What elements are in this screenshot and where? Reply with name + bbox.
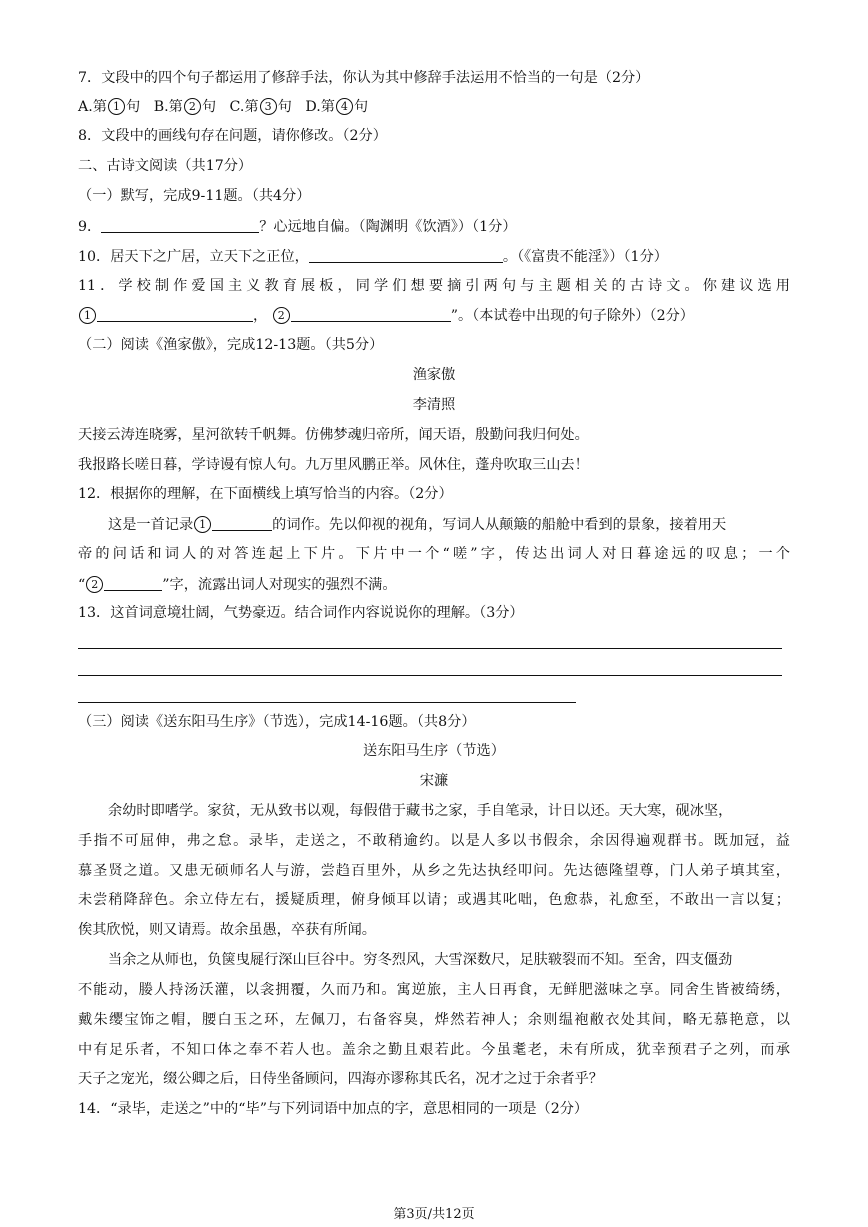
essay-line: 不能动，媵人持汤沃灌，以衾拥覆，久而乃和。寓逆旅，主人日再食，无鲜肥滋味之享。同舍生皆被绮绣， xyxy=(78,982,790,998)
q7-option-c[interactable]: C.第 3 句 xyxy=(229,99,292,115)
poem-line-1: 天接云涛连晓雾，星河欲转千帆舞。仿佛梦魂归帝所，闻天语，殷勤问我归何处。 xyxy=(78,427,589,443)
part3-title: （三）阅读《送东阳马生序》（节选），完成14-16题。（共8分） xyxy=(78,714,476,730)
essay-line: 天子之宠光，缀公卿之后，日侍坐备顾问，四海亦谬称其氏名，况才之过于余者乎？ xyxy=(78,1071,603,1087)
essay-line: 手指不可屈伸，弗之怠。录毕，走送之，不敢稍逾约。以是人多以书假余，余因得遍观群书。既加冠，益 xyxy=(78,833,790,849)
q12-stem: 12．根据你的理解，在下面横线上填写恰当的内容。（2分） xyxy=(78,486,453,502)
page-number: 第3页/共12页 xyxy=(393,1207,475,1222)
essay-line: 未尝稍降辞色。余立侍左右，援疑质理，俯身倾耳以请；或遇其叱咄，色愈恭，礼愈至，不敢出一言以复； xyxy=(78,892,790,908)
essay-title: 送东阳马生序（节选） xyxy=(363,743,505,759)
q12-answer-blank-1[interactable] xyxy=(212,514,272,531)
q7-stem: 7．文段中的四个句子都运用了修辞手法，你认为其中修辞手法运用不恰当的一句是（2分） xyxy=(78,70,650,86)
q10-line: 10．居天下之广居，立天下之正位， 。（《富贵不能淫》）（1分） xyxy=(78,246,668,267)
q11-answer-blank-1[interactable] xyxy=(97,305,253,322)
circled-number: 1 xyxy=(79,307,96,324)
essay-author: 宋濂 xyxy=(419,773,449,789)
circled-number: 3 xyxy=(260,98,277,115)
part2-title: （二）阅读《渔家傲》，完成12-13题。（共5分） xyxy=(78,337,384,353)
circled-number: 1 xyxy=(194,516,211,533)
q11-answer-line: 1 ， 2 ”。（本试卷中出现的句子除外）（2分） xyxy=(78,305,694,326)
q7-option-d[interactable]: D.第 4 句 xyxy=(305,99,369,115)
circled-number: 2 xyxy=(273,307,290,324)
q7-option-a[interactable]: A.第 1 句 xyxy=(78,99,141,115)
q13-stem: 13．这首词意境壮阔，气势豪迈。结合词作内容说说你的理解。（3分） xyxy=(78,605,524,621)
circled-number: 2 xyxy=(184,98,201,115)
q11-stem: 11．学校制作爱国主义教育展板，同学们想要摘引两句与主题相关的古诗文。你建议选用 xyxy=(78,278,790,294)
q13-answer-line-2[interactable] xyxy=(78,675,782,676)
poem-line-2: 我报路长嗟日暮，学诗谩有惊人句。九万里风鹏正举。风休住，蓬舟吹取三山去！ xyxy=(78,457,589,473)
q13-answer-line-1[interactable] xyxy=(78,648,782,649)
essay-line: 中有足乐者，不知口体之奉不若人也。盖余之勤且艰若此。今虽耄老，未有所成，犹幸预君子之列，而承 xyxy=(78,1042,790,1058)
q7-options xyxy=(78,97,368,117)
q8-stem: 8．文段中的画线句存在问题，请你修改。（2分） xyxy=(78,128,387,144)
q12-answer-blank-2[interactable] xyxy=(104,574,162,591)
q11-answer-blank-2[interactable] xyxy=(291,305,451,322)
essay-line: 俟其欣悦，则又请焉。故余虽愚，卒获有所闻。 xyxy=(78,922,376,938)
essay-line: 当余之从师也，负箧曳屣行深山巨谷中。穷冬烈风，大雪深数尺，足肤皲裂而不知。至舍，四支僵劲 xyxy=(108,952,733,968)
circled-number: 4 xyxy=(336,98,353,115)
circled-number: 2 xyxy=(86,576,103,593)
essay-line: 戴朱缨宝饰之帽，腰白玉之环，左佩刀，右备容臭，烨然若神人；余则缊袍敝衣处其间，略无慕艳意，以 xyxy=(78,1012,790,1028)
part1-title: （一）默写，完成9-11题。（共4分） xyxy=(78,188,311,204)
circled-number: 1 xyxy=(108,98,125,115)
section2-title: 二、古诗文阅读（共17分） xyxy=(78,158,253,174)
essay-line: 余幼时即嗜学。家贫，无从致书以观，每假借于藏书之家，手自笔录，计日以还。天大寒，砚冰坚， xyxy=(108,803,733,819)
q14-stem: 14．“录毕，走送之”中的“毕”与下列词语中加点的字，意思相同的一项是（2分） xyxy=(78,1101,589,1117)
q12-para-line-1: 这是一首记录 1 的词作。先以仰视的视角，写词人从颠簸的船舱中看到的景象，接着用天 xyxy=(108,514,726,535)
q13-answer-line-3[interactable] xyxy=(78,702,576,703)
q12-para-line-3: “ 2 ”字，流露出词人对现实的强烈不满。 xyxy=(78,574,397,595)
q9-line: 9． ？心远地自偏。（陶渊明《饮酒》）（1分） xyxy=(78,216,517,237)
essay-line: 慕圣贤之道。又患无硕师名人与游，尝趋百里外，从乡之先达执经叩问。先达德隆望尊，门人弟子填其室， xyxy=(78,863,790,879)
poem-title: 渔家傲 xyxy=(412,367,456,383)
poem-author: 李清照 xyxy=(412,397,456,413)
q12-para-line-2: 帝的问话和词人的对答连起上下片。下片中一个“嗟”字，传达出词人对日暮途远的叹息；一个 xyxy=(78,546,790,562)
q7-option-b[interactable]: B.第 2 句 xyxy=(153,99,217,115)
q9-answer-blank[interactable] xyxy=(101,216,259,233)
q10-answer-blank[interactable] xyxy=(309,246,503,263)
